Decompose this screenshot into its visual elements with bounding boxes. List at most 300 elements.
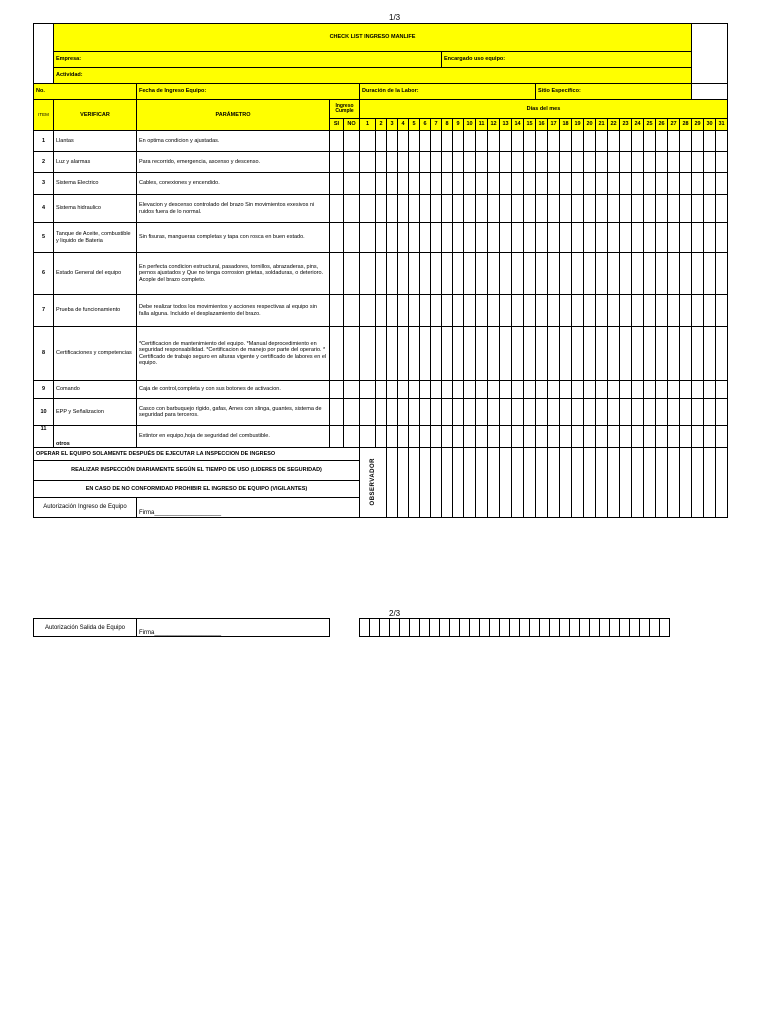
day-check-cell[interactable]	[500, 152, 512, 173]
observador-day-cell[interactable]	[716, 461, 728, 481]
observador-day-cell[interactable]	[548, 461, 560, 481]
day-check-cell[interactable]	[620, 426, 632, 448]
day-check-cell[interactable]	[656, 327, 668, 381]
day-check-cell[interactable]	[476, 295, 488, 327]
observador-day-cell[interactable]	[608, 498, 620, 518]
observador-day-cell[interactable]	[680, 481, 692, 498]
day-check-cell[interactable]	[464, 381, 476, 399]
observador-day-cell[interactable]	[644, 481, 656, 498]
day-check-cell[interactable]	[409, 173, 420, 195]
day-check-cell[interactable]	[656, 152, 668, 173]
day-check-cell[interactable]	[620, 195, 632, 223]
cumple-checkbox-cell[interactable]	[330, 295, 344, 327]
day-check-cell[interactable]	[680, 131, 692, 152]
day-check-cell[interactable]	[512, 327, 524, 381]
day-check-cell[interactable]	[376, 399, 387, 426]
observador-day-cell[interactable]	[536, 461, 548, 481]
observador-day-cell[interactable]	[704, 481, 716, 498]
day-check-cell[interactable]	[620, 152, 632, 173]
salida-day-cell[interactable]	[440, 619, 450, 637]
salida-day-cell[interactable]	[370, 619, 380, 637]
day-check-cell[interactable]	[620, 223, 632, 253]
day-check-cell[interactable]	[376, 152, 387, 173]
day-check-cell[interactable]	[716, 381, 728, 399]
day-check-cell[interactable]	[442, 152, 453, 173]
day-check-cell[interactable]	[584, 253, 596, 295]
day-check-cell[interactable]	[668, 152, 680, 173]
observador-day-cell[interactable]	[548, 448, 560, 461]
day-check-cell[interactable]	[453, 173, 464, 195]
day-check-cell[interactable]	[692, 195, 704, 223]
day-check-cell[interactable]	[376, 426, 387, 448]
day-check-cell[interactable]	[716, 295, 728, 327]
day-check-cell[interactable]	[572, 253, 584, 295]
observador-day-cell[interactable]	[620, 498, 632, 518]
day-check-cell[interactable]	[420, 399, 431, 426]
day-check-cell[interactable]	[420, 223, 431, 253]
day-check-cell[interactable]	[431, 131, 442, 152]
observador-day-cell[interactable]	[453, 498, 464, 518]
day-check-cell[interactable]	[376, 195, 387, 223]
observador-day-cell[interactable]	[692, 481, 704, 498]
day-check-cell[interactable]	[420, 152, 431, 173]
day-check-cell[interactable]	[442, 131, 453, 152]
day-check-cell[interactable]	[668, 195, 680, 223]
day-check-cell[interactable]	[431, 152, 442, 173]
day-check-cell[interactable]	[596, 195, 608, 223]
day-check-cell[interactable]	[387, 152, 398, 173]
cumple-checkbox-cell[interactable]	[344, 253, 360, 295]
observador-day-cell[interactable]	[488, 461, 500, 481]
day-check-cell[interactable]	[536, 295, 548, 327]
salida-day-cell[interactable]	[470, 619, 480, 637]
day-check-cell[interactable]	[376, 295, 387, 327]
day-check-cell[interactable]	[692, 152, 704, 173]
observador-day-cell[interactable]	[524, 498, 536, 518]
day-check-cell[interactable]	[560, 327, 572, 381]
day-check-cell[interactable]	[632, 381, 644, 399]
day-check-cell[interactable]	[548, 327, 560, 381]
day-check-cell[interactable]	[500, 253, 512, 295]
observador-day-cell[interactable]	[512, 498, 524, 518]
day-check-cell[interactable]	[584, 223, 596, 253]
observador-day-cell[interactable]	[548, 481, 560, 498]
observador-day-cell[interactable]	[420, 481, 431, 498]
day-check-cell[interactable]	[584, 131, 596, 152]
day-check-cell[interactable]	[596, 152, 608, 173]
day-check-cell[interactable]	[536, 195, 548, 223]
day-check-cell[interactable]	[398, 399, 409, 426]
day-check-cell[interactable]	[398, 173, 409, 195]
observador-day-cell[interactable]	[524, 481, 536, 498]
day-check-cell[interactable]	[453, 253, 464, 295]
observador-day-cell[interactable]	[536, 481, 548, 498]
day-check-cell[interactable]	[704, 253, 716, 295]
day-check-cell[interactable]	[632, 253, 644, 295]
observador-day-cell[interactable]	[387, 481, 398, 498]
day-check-cell[interactable]	[692, 131, 704, 152]
observador-day-cell[interactable]	[596, 461, 608, 481]
observador-day-cell[interactable]	[596, 498, 608, 518]
observador-day-cell[interactable]	[476, 481, 488, 498]
day-check-cell[interactable]	[387, 426, 398, 448]
day-check-cell[interactable]	[453, 223, 464, 253]
salida-day-cell[interactable]	[610, 619, 620, 637]
day-check-cell[interactable]	[387, 195, 398, 223]
day-check-cell[interactable]	[596, 381, 608, 399]
cumple-checkbox-cell[interactable]	[330, 381, 344, 399]
day-check-cell[interactable]	[387, 381, 398, 399]
observador-day-cell[interactable]	[409, 498, 420, 518]
day-check-cell[interactable]	[608, 381, 620, 399]
salida-day-cell[interactable]	[410, 619, 420, 637]
day-check-cell[interactable]	[442, 381, 453, 399]
cumple-checkbox-cell[interactable]	[344, 173, 360, 195]
cumple-checkbox-cell[interactable]	[344, 295, 360, 327]
observador-day-cell[interactable]	[608, 461, 620, 481]
day-check-cell[interactable]	[360, 381, 376, 399]
observador-day-cell[interactable]	[716, 498, 728, 518]
observador-day-cell[interactable]	[620, 461, 632, 481]
observador-day-cell[interactable]	[644, 461, 656, 481]
day-check-cell[interactable]	[716, 327, 728, 381]
day-check-cell[interactable]	[692, 426, 704, 448]
day-check-cell[interactable]	[476, 173, 488, 195]
day-check-cell[interactable]	[488, 399, 500, 426]
day-check-cell[interactable]	[608, 327, 620, 381]
day-check-cell[interactable]	[524, 131, 536, 152]
day-check-cell[interactable]	[376, 381, 387, 399]
day-check-cell[interactable]	[442, 426, 453, 448]
day-check-cell[interactable]	[680, 152, 692, 173]
observador-day-cell[interactable]	[596, 481, 608, 498]
observador-day-cell[interactable]	[584, 481, 596, 498]
day-check-cell[interactable]	[596, 223, 608, 253]
day-check-cell[interactable]	[716, 152, 728, 173]
day-check-cell[interactable]	[431, 253, 442, 295]
day-check-cell[interactable]	[644, 426, 656, 448]
day-check-cell[interactable]	[608, 295, 620, 327]
observador-day-cell[interactable]	[656, 481, 668, 498]
day-check-cell[interactable]	[387, 295, 398, 327]
day-check-cell[interactable]	[431, 295, 442, 327]
day-check-cell[interactable]	[572, 426, 584, 448]
day-check-cell[interactable]	[596, 327, 608, 381]
day-check-cell[interactable]	[716, 399, 728, 426]
day-check-cell[interactable]	[500, 327, 512, 381]
day-check-cell[interactable]	[360, 173, 376, 195]
observador-day-cell[interactable]	[572, 448, 584, 461]
observador-day-cell[interactable]	[704, 498, 716, 518]
observador-day-cell[interactable]	[536, 498, 548, 518]
day-check-cell[interactable]	[560, 152, 572, 173]
day-check-cell[interactable]	[398, 152, 409, 173]
day-check-cell[interactable]	[608, 131, 620, 152]
day-check-cell[interactable]	[512, 131, 524, 152]
salida-day-cell[interactable]	[360, 619, 370, 637]
observador-day-cell[interactable]	[668, 498, 680, 518]
day-check-cell[interactable]	[560, 426, 572, 448]
day-check-cell[interactable]	[360, 295, 376, 327]
salida-day-cell[interactable]	[550, 619, 560, 637]
day-check-cell[interactable]	[548, 223, 560, 253]
day-check-cell[interactable]	[442, 295, 453, 327]
observador-day-cell[interactable]	[431, 448, 442, 461]
salida-day-cell[interactable]	[510, 619, 520, 637]
day-check-cell[interactable]	[548, 426, 560, 448]
observador-day-cell[interactable]	[398, 448, 409, 461]
observador-day-cell[interactable]	[420, 461, 431, 481]
day-check-cell[interactable]	[704, 173, 716, 195]
salida-day-cell[interactable]	[380, 619, 390, 637]
firma-salida-field[interactable]: Firma____________________	[137, 619, 330, 637]
day-check-cell[interactable]	[360, 327, 376, 381]
day-check-cell[interactable]	[584, 173, 596, 195]
observador-day-cell[interactable]	[500, 461, 512, 481]
observador-day-cell[interactable]	[431, 461, 442, 481]
observador-day-cell[interactable]	[644, 448, 656, 461]
observador-day-cell[interactable]	[464, 481, 476, 498]
day-check-cell[interactable]	[512, 426, 524, 448]
day-check-cell[interactable]	[716, 223, 728, 253]
observador-day-cell[interactable]	[442, 461, 453, 481]
day-check-cell[interactable]	[704, 131, 716, 152]
observador-day-cell[interactable]	[692, 461, 704, 481]
observador-day-cell[interactable]	[584, 448, 596, 461]
observador-day-cell[interactable]	[656, 461, 668, 481]
day-check-cell[interactable]	[656, 253, 668, 295]
day-check-cell[interactable]	[376, 327, 387, 381]
day-check-cell[interactable]	[548, 381, 560, 399]
day-check-cell[interactable]	[420, 295, 431, 327]
day-check-cell[interactable]	[596, 253, 608, 295]
day-check-cell[interactable]	[453, 195, 464, 223]
day-check-cell[interactable]	[572, 152, 584, 173]
day-check-cell[interactable]	[420, 131, 431, 152]
observador-day-cell[interactable]	[560, 498, 572, 518]
day-check-cell[interactable]	[476, 426, 488, 448]
observador-day-cell[interactable]	[512, 461, 524, 481]
day-check-cell[interactable]	[548, 295, 560, 327]
day-check-cell[interactable]	[704, 399, 716, 426]
observador-day-cell[interactable]	[387, 448, 398, 461]
day-check-cell[interactable]	[656, 173, 668, 195]
observador-day-cell[interactable]	[512, 481, 524, 498]
observador-day-cell[interactable]	[398, 498, 409, 518]
day-check-cell[interactable]	[409, 381, 420, 399]
day-check-cell[interactable]	[548, 152, 560, 173]
day-check-cell[interactable]	[704, 295, 716, 327]
salida-day-cell[interactable]	[590, 619, 600, 637]
day-check-cell[interactable]	[376, 131, 387, 152]
day-check-cell[interactable]	[560, 399, 572, 426]
day-check-cell[interactable]	[704, 327, 716, 381]
day-check-cell[interactable]	[716, 253, 728, 295]
day-check-cell[interactable]	[464, 152, 476, 173]
day-check-cell[interactable]	[704, 381, 716, 399]
day-check-cell[interactable]	[524, 173, 536, 195]
day-check-cell[interactable]	[453, 327, 464, 381]
day-check-cell[interactable]	[409, 223, 420, 253]
observador-day-cell[interactable]	[668, 448, 680, 461]
observador-day-cell[interactable]	[572, 481, 584, 498]
day-check-cell[interactable]	[409, 426, 420, 448]
observador-day-cell[interactable]	[420, 448, 431, 461]
day-check-cell[interactable]	[608, 195, 620, 223]
day-check-cell[interactable]	[464, 223, 476, 253]
observador-day-cell[interactable]	[488, 498, 500, 518]
day-check-cell[interactable]	[524, 223, 536, 253]
day-check-cell[interactable]	[620, 295, 632, 327]
day-check-cell[interactable]	[632, 426, 644, 448]
cumple-checkbox-cell[interactable]	[344, 327, 360, 381]
day-check-cell[interactable]	[680, 426, 692, 448]
day-check-cell[interactable]	[704, 195, 716, 223]
day-check-cell[interactable]	[536, 381, 548, 399]
day-check-cell[interactable]	[536, 152, 548, 173]
day-check-cell[interactable]	[376, 173, 387, 195]
day-check-cell[interactable]	[453, 295, 464, 327]
day-check-cell[interactable]	[572, 381, 584, 399]
observador-day-cell[interactable]	[680, 448, 692, 461]
day-check-cell[interactable]	[536, 327, 548, 381]
day-check-cell[interactable]	[464, 173, 476, 195]
day-check-cell[interactable]	[692, 381, 704, 399]
day-check-cell[interactable]	[632, 327, 644, 381]
observador-day-cell[interactable]	[500, 448, 512, 461]
day-check-cell[interactable]	[668, 327, 680, 381]
day-check-cell[interactable]	[420, 195, 431, 223]
observador-day-cell[interactable]	[620, 448, 632, 461]
day-check-cell[interactable]	[644, 253, 656, 295]
day-check-cell[interactable]	[512, 173, 524, 195]
day-check-cell[interactable]	[644, 327, 656, 381]
day-check-cell[interactable]	[656, 295, 668, 327]
observador-day-cell[interactable]	[716, 481, 728, 498]
cumple-checkbox-cell[interactable]	[344, 426, 360, 448]
cumple-checkbox-cell[interactable]	[330, 426, 344, 448]
observador-day-cell[interactable]	[656, 448, 668, 461]
day-check-cell[interactable]	[476, 399, 488, 426]
day-check-cell[interactable]	[536, 399, 548, 426]
day-check-cell[interactable]	[488, 253, 500, 295]
day-check-cell[interactable]	[644, 131, 656, 152]
day-check-cell[interactable]	[464, 426, 476, 448]
day-check-cell[interactable]	[409, 195, 420, 223]
day-check-cell[interactable]	[656, 426, 668, 448]
day-check-cell[interactable]	[680, 173, 692, 195]
observador-day-cell[interactable]	[656, 498, 668, 518]
observador-day-cell[interactable]	[692, 498, 704, 518]
day-check-cell[interactable]	[360, 195, 376, 223]
day-check-cell[interactable]	[488, 173, 500, 195]
day-check-cell[interactable]	[524, 253, 536, 295]
day-check-cell[interactable]	[409, 295, 420, 327]
salida-day-cell[interactable]	[450, 619, 460, 637]
day-check-cell[interactable]	[680, 253, 692, 295]
cumple-checkbox-cell[interactable]	[330, 131, 344, 152]
day-check-cell[interactable]	[476, 381, 488, 399]
day-check-cell[interactable]	[464, 327, 476, 381]
day-check-cell[interactable]	[387, 223, 398, 253]
day-check-cell[interactable]	[536, 173, 548, 195]
day-check-cell[interactable]	[476, 253, 488, 295]
day-check-cell[interactable]	[584, 295, 596, 327]
day-check-cell[interactable]	[596, 295, 608, 327]
day-check-cell[interactable]	[464, 131, 476, 152]
salida-day-cell[interactable]	[490, 619, 500, 637]
cumple-checkbox-cell[interactable]	[344, 195, 360, 223]
salida-day-cell[interactable]	[660, 619, 670, 637]
salida-day-cell[interactable]	[630, 619, 640, 637]
day-check-cell[interactable]	[360, 223, 376, 253]
day-check-cell[interactable]	[680, 295, 692, 327]
day-check-cell[interactable]	[488, 131, 500, 152]
day-check-cell[interactable]	[560, 131, 572, 152]
day-check-cell[interactable]	[716, 426, 728, 448]
day-check-cell[interactable]	[376, 253, 387, 295]
observador-day-cell[interactable]	[584, 461, 596, 481]
day-check-cell[interactable]	[656, 381, 668, 399]
observador-day-cell[interactable]	[560, 481, 572, 498]
salida-day-cell[interactable]	[420, 619, 430, 637]
observador-day-cell[interactable]	[524, 461, 536, 481]
salida-day-cell[interactable]	[480, 619, 490, 637]
day-check-cell[interactable]	[420, 173, 431, 195]
day-check-cell[interactable]	[431, 327, 442, 381]
salida-day-cell[interactable]	[540, 619, 550, 637]
day-check-cell[interactable]	[431, 426, 442, 448]
day-check-cell[interactable]	[398, 223, 409, 253]
day-check-cell[interactable]	[488, 152, 500, 173]
observador-day-cell[interactable]	[548, 498, 560, 518]
day-check-cell[interactable]	[572, 295, 584, 327]
observador-day-cell[interactable]	[680, 498, 692, 518]
day-check-cell[interactable]	[548, 131, 560, 152]
observador-day-cell[interactable]	[584, 498, 596, 518]
day-check-cell[interactable]	[360, 131, 376, 152]
observador-day-cell[interactable]	[464, 498, 476, 518]
day-check-cell[interactable]	[476, 131, 488, 152]
observador-day-cell[interactable]	[680, 461, 692, 481]
day-check-cell[interactable]	[524, 426, 536, 448]
observador-day-cell[interactable]	[453, 481, 464, 498]
cumple-checkbox-cell[interactable]	[344, 381, 360, 399]
observador-day-cell[interactable]	[500, 498, 512, 518]
day-check-cell[interactable]	[620, 253, 632, 295]
day-check-cell[interactable]	[464, 253, 476, 295]
observador-day-cell[interactable]	[608, 481, 620, 498]
observador-day-cell[interactable]	[464, 448, 476, 461]
day-check-cell[interactable]	[524, 195, 536, 223]
day-check-cell[interactable]	[656, 399, 668, 426]
day-check-cell[interactable]	[608, 426, 620, 448]
day-check-cell[interactable]	[442, 173, 453, 195]
cumple-checkbox-cell[interactable]	[330, 399, 344, 426]
cumple-checkbox-cell[interactable]	[344, 131, 360, 152]
day-check-cell[interactable]	[572, 327, 584, 381]
observador-day-cell[interactable]	[512, 448, 524, 461]
day-check-cell[interactable]	[548, 253, 560, 295]
day-check-cell[interactable]	[398, 195, 409, 223]
day-check-cell[interactable]	[560, 381, 572, 399]
day-check-cell[interactable]	[420, 426, 431, 448]
observador-day-cell[interactable]	[632, 461, 644, 481]
day-check-cell[interactable]	[548, 195, 560, 223]
day-check-cell[interactable]	[680, 327, 692, 381]
day-check-cell[interactable]	[488, 295, 500, 327]
observador-day-cell[interactable]	[488, 448, 500, 461]
